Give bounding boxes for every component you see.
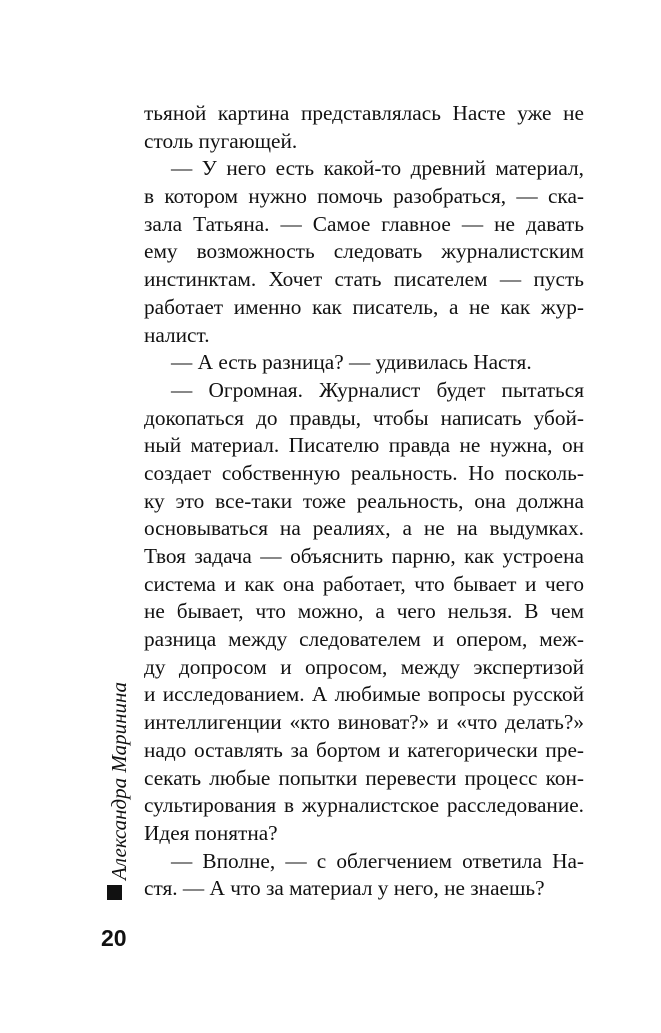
text-line: в котором нужно помочь разобраться, — ска- xyxy=(144,184,584,209)
text-line: стя. — А что за материал у него, не знаешь? xyxy=(144,876,545,901)
text-line: инстинктам. Хочет стать писателем — пусть xyxy=(144,267,584,292)
text-line: Идея понятна? xyxy=(144,820,278,845)
text-line: — Вполне, — с облегчением ответила На- xyxy=(171,848,584,873)
text-line: ду допросом и опросом, между экспертизой xyxy=(144,654,584,679)
text-line: тьяной картина представлялась Насте уже не xyxy=(144,101,584,125)
text-line: — Огромная. Журналист будет пытаться xyxy=(171,377,584,402)
text-line: зала Татьяна. — Самое главное — не давать xyxy=(144,211,584,236)
text-line: и исследованием. А любимые вопросы русской xyxy=(144,682,584,707)
text-line: надо оставлять за бортом и категорически пре- xyxy=(144,737,584,762)
text-line: разница между следователем и опером, меж- xyxy=(144,627,584,652)
text-line: создает собственную реальность. Но посколь- xyxy=(144,460,584,485)
text-line: ный материал. Писателю правда не нужна, он xyxy=(144,433,584,458)
text-line: налист. xyxy=(144,322,210,347)
text-line: основываться на реалиях, а не на выдумках. xyxy=(144,516,584,541)
text-line: секать любые попытки перевести процесс кон- xyxy=(144,765,584,790)
body-text xyxy=(144,100,584,903)
text-line: сультирования в журналистское расследование. xyxy=(144,793,584,818)
running-head-author: Александра Маринина xyxy=(107,682,131,880)
text-line: работает именно как писатель, а не как жур- xyxy=(144,294,584,319)
text-line: — А есть разница? — удивилась Настя. xyxy=(171,350,532,375)
text-line: не бывает, что можно, а чего нельзя. В чем xyxy=(144,599,584,624)
square-marker-icon xyxy=(107,885,122,900)
text-line: — У него есть какой-то древний материал, xyxy=(171,156,584,181)
text-line: докопаться до правды, чтобы написать убой- xyxy=(144,405,584,430)
text-line: интеллигенции «кто виноват?» и «что делать?» xyxy=(144,710,584,735)
text-line: Твоя задача — объяснить парню, как устроена xyxy=(144,544,584,568)
text-line: ему возможность следовать журналистским xyxy=(144,239,584,264)
text-line: столь пугающей. xyxy=(144,128,298,153)
text-line: ку это все-таки тоже реальность, она должна xyxy=(144,488,584,513)
page-number: 20 xyxy=(101,925,127,951)
text-line: система и как она работает, что бывает и чего xyxy=(144,571,584,596)
